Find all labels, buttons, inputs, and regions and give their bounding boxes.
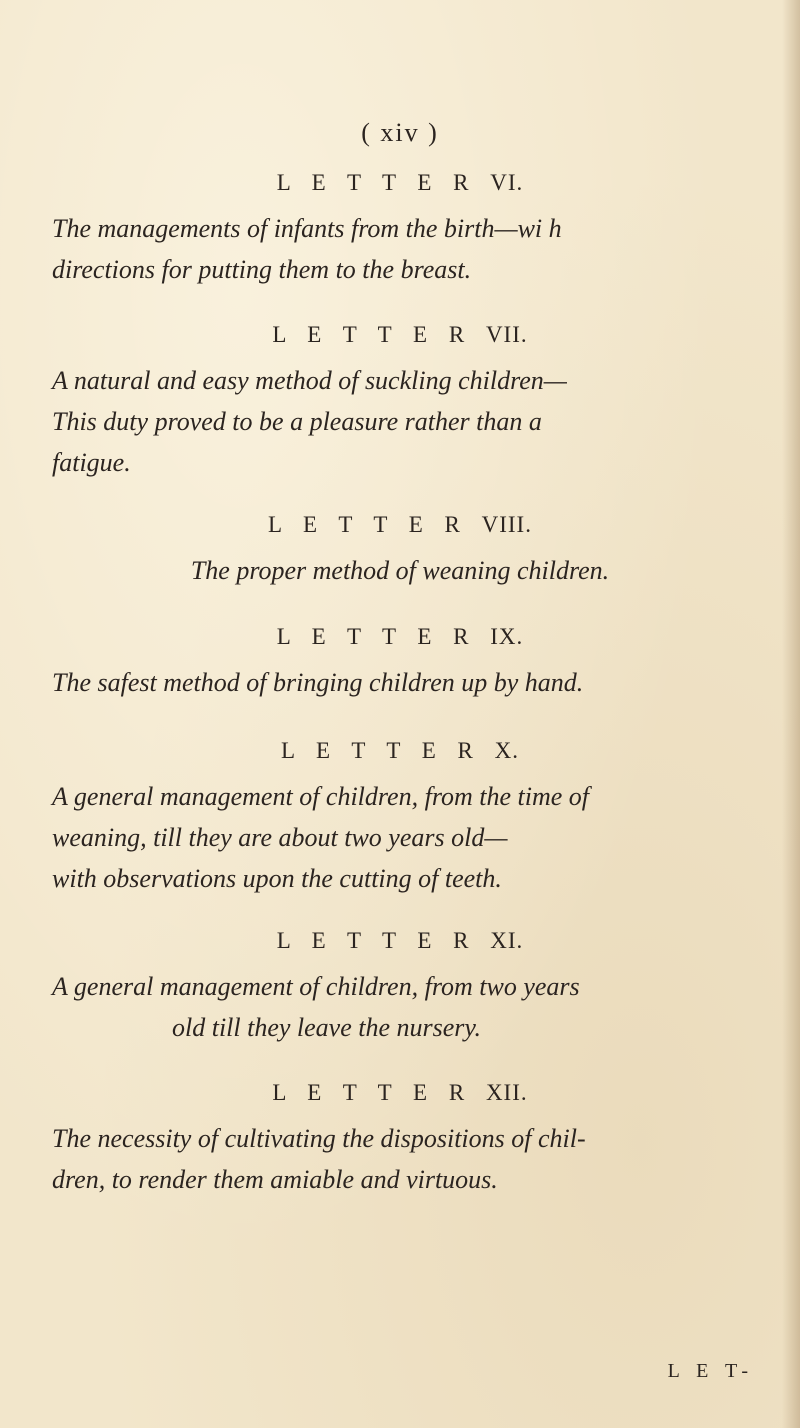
letter-numeral: VI. bbox=[490, 170, 524, 195]
letter-entry-xi bbox=[0, 928, 800, 1048]
description-line: A natural and easy method of suckling children— bbox=[52, 366, 567, 395]
letter-heading bbox=[0, 624, 800, 650]
letter-label: L E T T E R bbox=[272, 322, 473, 347]
letter-entry-viii bbox=[0, 512, 800, 591]
letter-label: L E T T E R bbox=[276, 170, 477, 195]
letter-entry-vi bbox=[0, 170, 800, 290]
letter-description bbox=[0, 208, 800, 290]
letter-description bbox=[0, 776, 800, 899]
description-line: old till they leave the nursery. bbox=[172, 1013, 482, 1042]
description-line: The managements of infants from the birth—wi h bbox=[52, 214, 562, 243]
letter-description bbox=[0, 1118, 800, 1200]
description-line: with observations upon the cutting of teeth. bbox=[52, 864, 502, 893]
letter-label: L E T T E R bbox=[276, 928, 477, 953]
letter-label: L E T T E R bbox=[276, 624, 477, 649]
letter-entry-xii bbox=[0, 1080, 800, 1200]
letter-heading bbox=[0, 512, 800, 538]
letter-entry-x bbox=[0, 738, 800, 899]
letter-label: L E T T E R bbox=[272, 1080, 473, 1105]
description-line: A general management of children, from the time of bbox=[52, 782, 589, 811]
catchword: L E T- bbox=[667, 1360, 754, 1382]
letter-heading bbox=[0, 738, 800, 764]
letter-entry-ix bbox=[0, 624, 800, 703]
letter-numeral: XI. bbox=[490, 928, 524, 953]
description-line: A general management of children, from two years bbox=[52, 972, 580, 1001]
description-line: The safest method of bringing children up by hand. bbox=[52, 668, 584, 697]
letter-description bbox=[0, 550, 800, 591]
letter-numeral: VII. bbox=[485, 322, 528, 347]
letter-label: L E T T E R bbox=[281, 738, 481, 763]
description-line: fatigue. bbox=[52, 448, 131, 477]
letter-label: L E T T E R bbox=[268, 512, 468, 537]
letter-description bbox=[0, 662, 800, 703]
letter-heading bbox=[0, 1080, 800, 1106]
page-number: ( xiv ) bbox=[361, 118, 439, 147]
letter-entry-vii bbox=[0, 322, 800, 483]
description-line: The necessity of cultivating the dispositions of chil- bbox=[52, 1124, 586, 1153]
letter-numeral: IX. bbox=[490, 624, 524, 649]
letter-heading bbox=[0, 170, 800, 196]
letter-numeral: X. bbox=[494, 738, 519, 763]
description-line: weaning, till they are about two years old— bbox=[52, 823, 508, 852]
description-line: This duty proved to be a pleasure rather than a bbox=[52, 407, 542, 436]
letter-numeral: VIII. bbox=[481, 512, 532, 537]
description-line: The proper method of weaning children. bbox=[190, 556, 610, 585]
letter-heading bbox=[0, 928, 800, 954]
description-line: dren, to render them amiable and virtuous. bbox=[52, 1165, 498, 1194]
letter-heading bbox=[0, 322, 800, 348]
letter-description bbox=[0, 360, 800, 483]
description-line: directions for putting them to the breast. bbox=[52, 255, 472, 284]
letter-numeral: XII. bbox=[485, 1080, 528, 1105]
letter-description bbox=[0, 966, 800, 1048]
